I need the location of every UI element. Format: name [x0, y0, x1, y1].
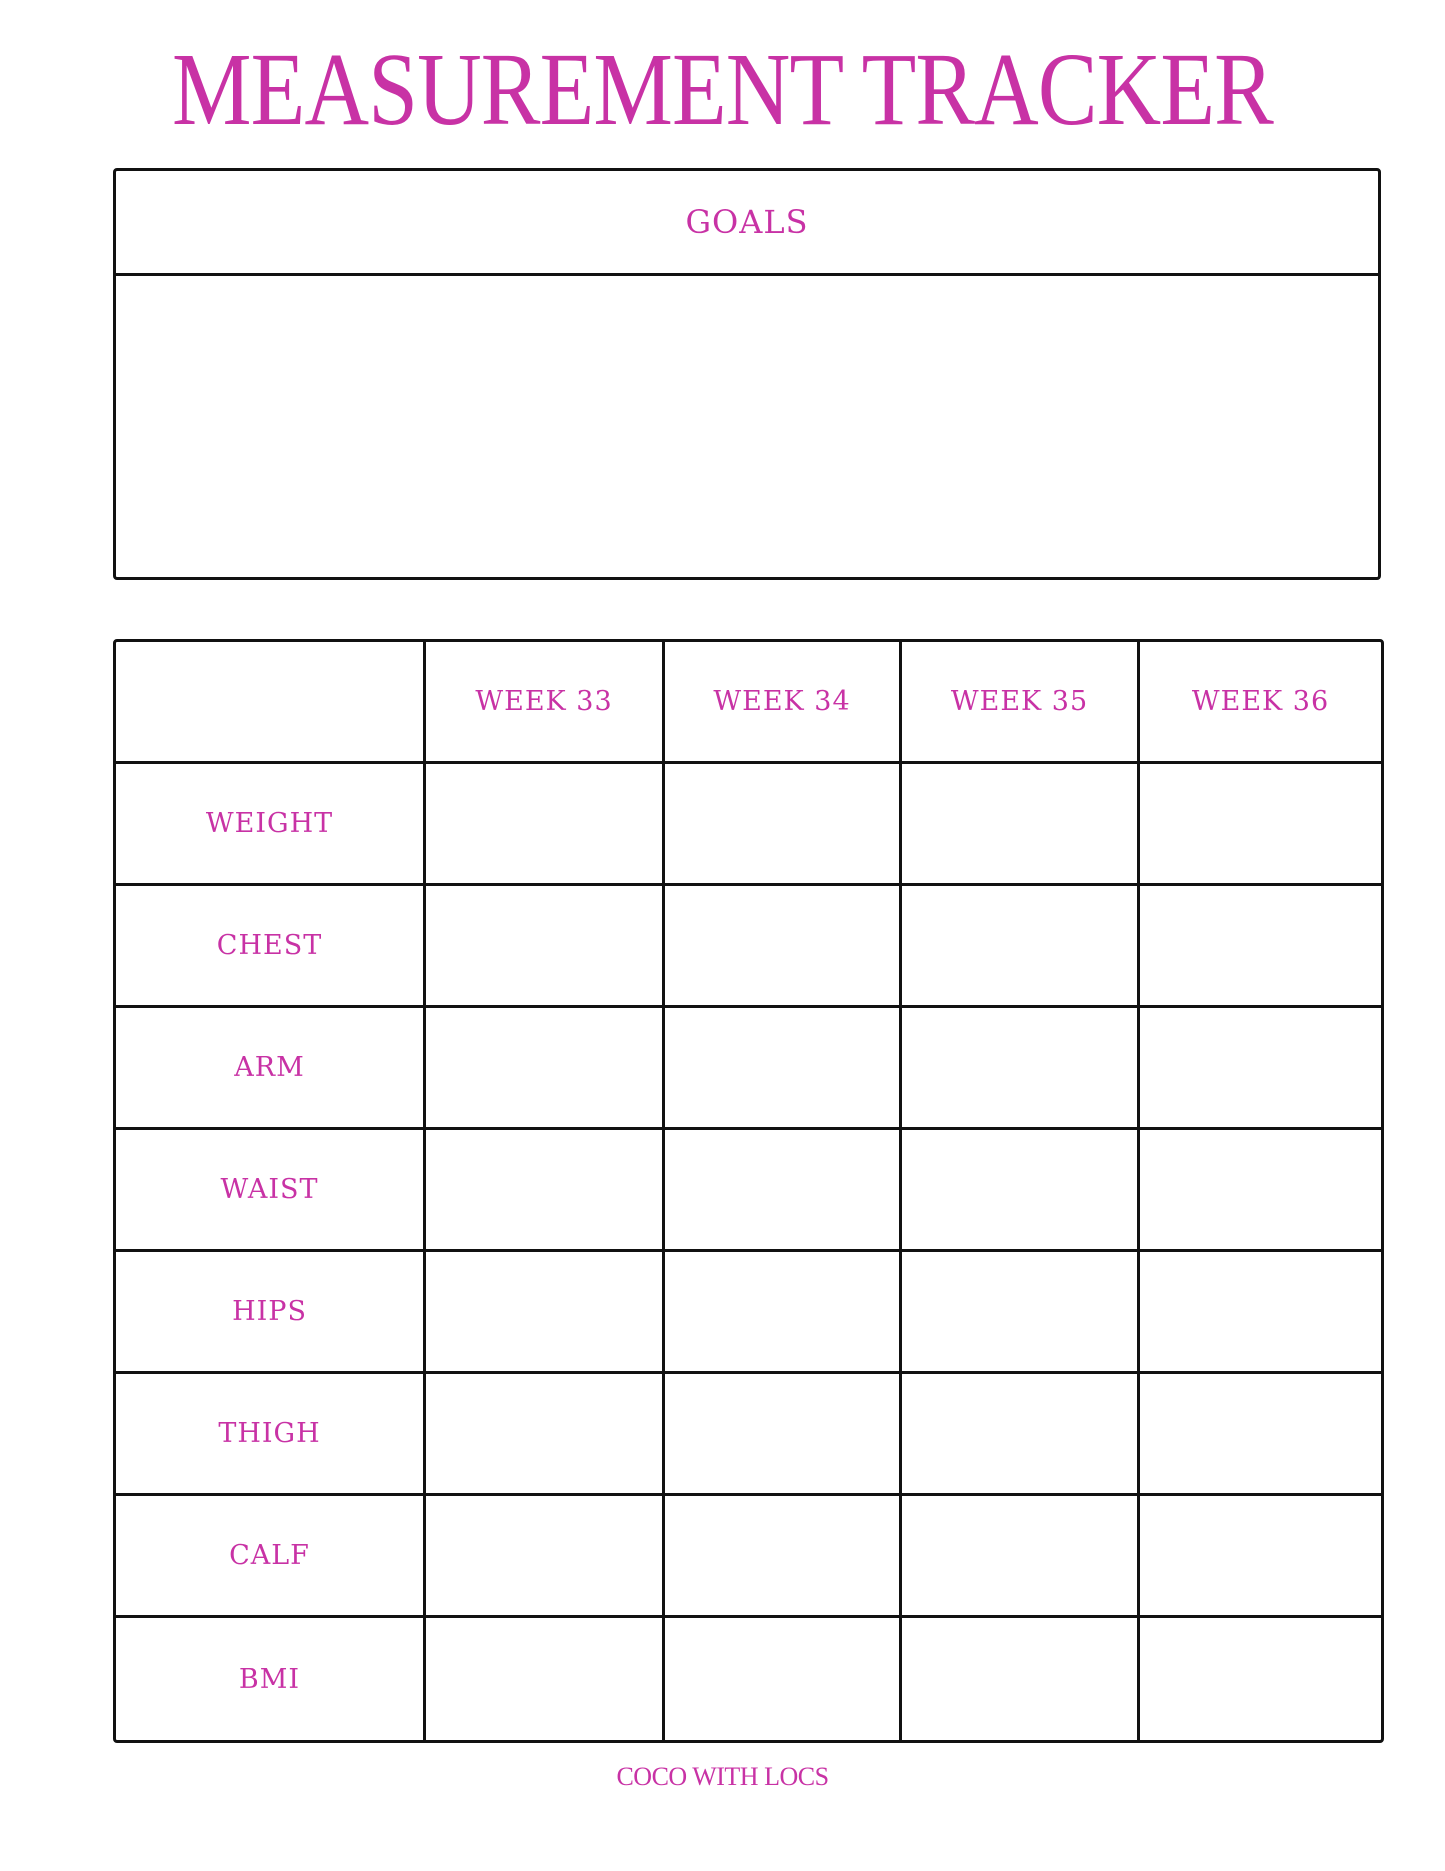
page-title: MEASUREMENT TRACKER: [172, 32, 1273, 147]
goals-writing-area[interactable]: [116, 276, 1378, 580]
row-label: CHEST: [116, 886, 426, 1008]
entry-cell[interactable]: [426, 1008, 665, 1130]
row-label: HIPS: [116, 1252, 426, 1374]
entry-cell[interactable]: [1140, 1618, 1381, 1740]
row-label: WAIST: [116, 1130, 426, 1252]
row-label: THIGH: [116, 1374, 426, 1496]
column-header: WEEK 35: [902, 642, 1140, 764]
measurement-table: [113, 639, 1384, 1743]
entry-cell[interactable]: [665, 764, 902, 886]
entry-cell[interactable]: [665, 886, 902, 1008]
entry-cell[interactable]: [1140, 1496, 1381, 1618]
entry-cell[interactable]: [665, 1252, 902, 1374]
entry-cell[interactable]: [902, 1496, 1140, 1618]
entry-cell[interactable]: [902, 1130, 1140, 1252]
entry-cell[interactable]: [426, 1618, 665, 1740]
entry-cell[interactable]: [902, 1008, 1140, 1130]
entry-cell[interactable]: [665, 1496, 902, 1618]
column-header: WEEK 33: [426, 642, 665, 764]
column-header: WEEK 36: [1140, 642, 1381, 764]
entry-cell[interactable]: [1140, 1252, 1381, 1374]
entry-cell[interactable]: [1140, 1130, 1381, 1252]
entry-cell[interactable]: [1140, 1374, 1381, 1496]
row-label: ARM: [116, 1008, 426, 1130]
column-header: WEEK 34: [665, 642, 902, 764]
entry-cell[interactable]: [426, 1130, 665, 1252]
entry-cell[interactable]: [665, 1008, 902, 1130]
entry-cell[interactable]: [1140, 886, 1381, 1008]
row-label: BMI: [116, 1618, 426, 1740]
entry-cell[interactable]: [902, 886, 1140, 1008]
entry-cell[interactable]: [426, 1496, 665, 1618]
entry-cell[interactable]: [902, 1252, 1140, 1374]
entry-cell[interactable]: [665, 1374, 902, 1496]
entry-cell[interactable]: [1140, 1008, 1381, 1130]
entry-cell[interactable]: [1140, 764, 1381, 886]
entry-cell[interactable]: [426, 886, 665, 1008]
entry-cell[interactable]: [426, 764, 665, 886]
entry-cell[interactable]: [665, 1618, 902, 1740]
footer-brand: COCO WITH LOCS: [616, 1762, 829, 1791]
entry-cell[interactable]: [902, 764, 1140, 886]
row-label: WEIGHT: [116, 764, 426, 886]
entry-cell[interactable]: [426, 1252, 665, 1374]
entry-cell[interactable]: [426, 1374, 665, 1496]
table-corner-cell: [116, 642, 426, 764]
row-label: CALF: [116, 1496, 426, 1618]
entry-cell[interactable]: [902, 1374, 1140, 1496]
entry-cell[interactable]: [665, 1130, 902, 1252]
entry-cell[interactable]: [902, 1618, 1140, 1740]
goals-header: GOALS: [116, 171, 1378, 276]
goals-box: [113, 168, 1381, 580]
